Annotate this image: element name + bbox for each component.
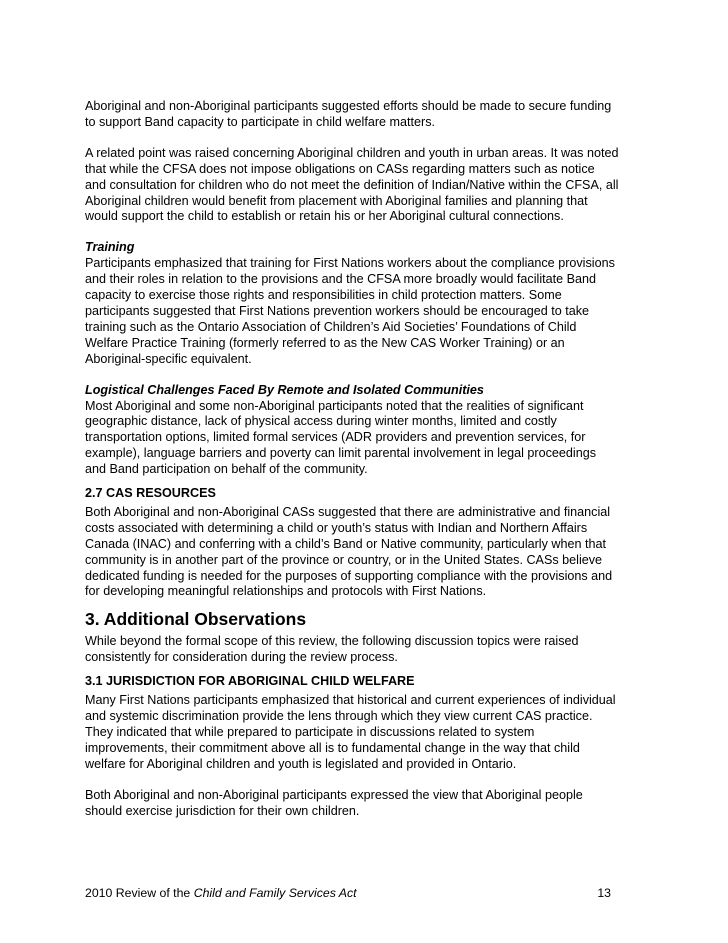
- footer-act-title: Child and Family Services Act: [193, 886, 357, 900]
- jurisdiction-body-2: Both Aboriginal and non-Aboriginal participants expressed the view that Aboriginal people should exercise jurisdiction for their own children.: [85, 787, 583, 818]
- jurisdiction-body: Many First Nations participants emphasized that historical and current experiences of individual and systemic discrimination provide the lens through which they view current CAS practice. They indicated that while prepared to participate in discussions related to system improvements, their commitment above all is to fundamental change in the way that child welfare for Aboriginal children and youth is legislated and provided in Ontario.: [85, 693, 616, 771]
- cas-resources-heading: 2.7 CAS RESOURCES: [85, 486, 216, 501]
- cas-resources-body: Both Aboriginal and non-Aboriginal CASs suggested that there are administrative and financial costs associated with determining a child or youth’s status with Indian and Northern Affairs Canada (INAC) and conferring with a child’s Band or Native community, particularly when that community is in another part of the province or country, or in the United States. CASs believe dedicated funding is needed for the purposes of supporting compliance with the provisions and for developing meaningful relationships and protocols with First Nations.: [85, 504, 613, 599]
- logistics-heading: Logistical Challenges Faced By Remote and Isolated Communities: [85, 382, 484, 397]
- training-body: Participants emphasized that training for First Nations workers about the compliance provisions and their roles in relation to the provisions and the CFSA more broadly would facilitate Band capacity to exercise those rights and responsibilities in child protection matters. Some participants suggested that First Nations prevention workers should be encouraged to take training such as the Ontario Association of Children’s Aid Societies’ Foundations of Child Welfare Practice Training (formerly referred to as the New CAS Worker Training) or an Aboriginal-specific equivalent.: [85, 256, 615, 366]
- page-number: 13: [597, 886, 611, 900]
- jurisdiction-heading: 3.1 JURISDICTION FOR ABORIGINAL CHILD WELFARE: [85, 674, 415, 689]
- page-body: [85, 99, 619, 819]
- paragraph: A related point was raised concerning Aboriginal children and youth in urban areas. It was noted that while the CFSA does not impose obligations on CASs regarding matters such as notice and consultation for children who do not meet the definition of Indian/Native within the CFSA, all Aboriginal children would benefit from placement with Aboriginal families and planning that would support the child to establish or retain his or her Aboriginal cultural connections.: [85, 145, 619, 224]
- additional-observations-body: While beyond the formal scope of this review, the following discussion topics were raised consistently for consideration during the review process.: [85, 634, 579, 665]
- logistics-body: Most Aboriginal and some non-Aboriginal participants noted that the realities of significant geographic distance, lack of physical access during winter months, limited and costly transportation options, limited formal services (ADR providers and prevention services, for example), language barriers and poverty can limit parental involvement in legal proceedings and Band participation on behalf of the community.: [85, 398, 597, 477]
- additional-observations-heading: 3. Additional Observations: [85, 609, 307, 630]
- training-heading: Training: [85, 240, 135, 255]
- page-footer: [85, 885, 619, 901]
- footer-prefix: 2010 Review of the: [85, 886, 194, 900]
- paragraph: Aboriginal and non-Aboriginal participants suggested efforts should be made to secure funding to support Band capacity to participate in child welfare matters.: [85, 99, 612, 129]
